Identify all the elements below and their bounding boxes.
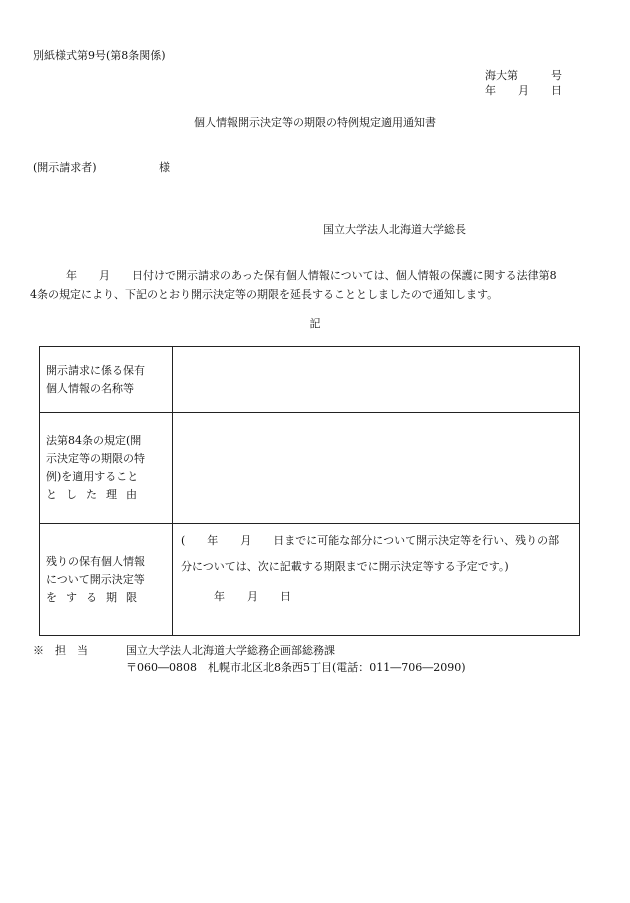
addressee-honorific: 様 (159, 161, 170, 174)
deadline-note-line-2: 分については、次に記載する期限までに開示決定等する予定です。) (181, 560, 509, 573)
sender-name: 国立大学法人北海道大学総長 (323, 223, 466, 236)
notice-table (39, 346, 580, 636)
table-row (40, 524, 580, 636)
item-name-label-line2: 個人情報の名称等 (46, 381, 134, 395)
contact-address: 〒060―0808 札幌市北区北8条西5丁目(電話：011―706―2090) (126, 661, 466, 674)
item-name-field (173, 347, 580, 413)
ki-heading: 記 (309, 317, 321, 330)
reason-label: 法第84条の規定(開 示決定等の期限の特 例)を適用すること とした理由 (40, 413, 173, 524)
contact-mark: ※ 担 当 (33, 644, 88, 657)
deadline-date: 年 月 日 (214, 590, 291, 603)
table-row (40, 347, 580, 413)
deadline-label: 残りの保有個人情報 について開示決定等 をする期限 (40, 524, 173, 636)
deadline-note-line-1: ( 年 月 日までに可能な部分について開示決定等を行い、残りの部 (181, 534, 560, 547)
contact-department: 国立大学法人北海道大学総務企画部総務課 (126, 644, 335, 657)
body-line-1: 年 月 日付けで開示請求のあった保有個人情報については、個人情報の保護に関する法律第8 (66, 269, 557, 282)
table-row (40, 413, 580, 524)
page-title: 個人情報開示決定等の期限の特例規定適用通知書 (194, 116, 436, 129)
body-line-2: 4条の規定により、下記のとおり開示決定等の期限を延長することとしましたので通知します。 (30, 288, 499, 301)
deadline-field (173, 524, 580, 636)
addressee-label: (開示請求者) (33, 161, 97, 174)
form-number: 別紙様式第9号(第8条関係) (33, 49, 166, 62)
document-date: 年 月 日 (485, 84, 562, 97)
reason-field (173, 413, 580, 524)
document-number: 海大第 号 (485, 69, 562, 82)
item-name-label: 開示請求に係る保有 個人情報の名称等 (40, 347, 173, 413)
